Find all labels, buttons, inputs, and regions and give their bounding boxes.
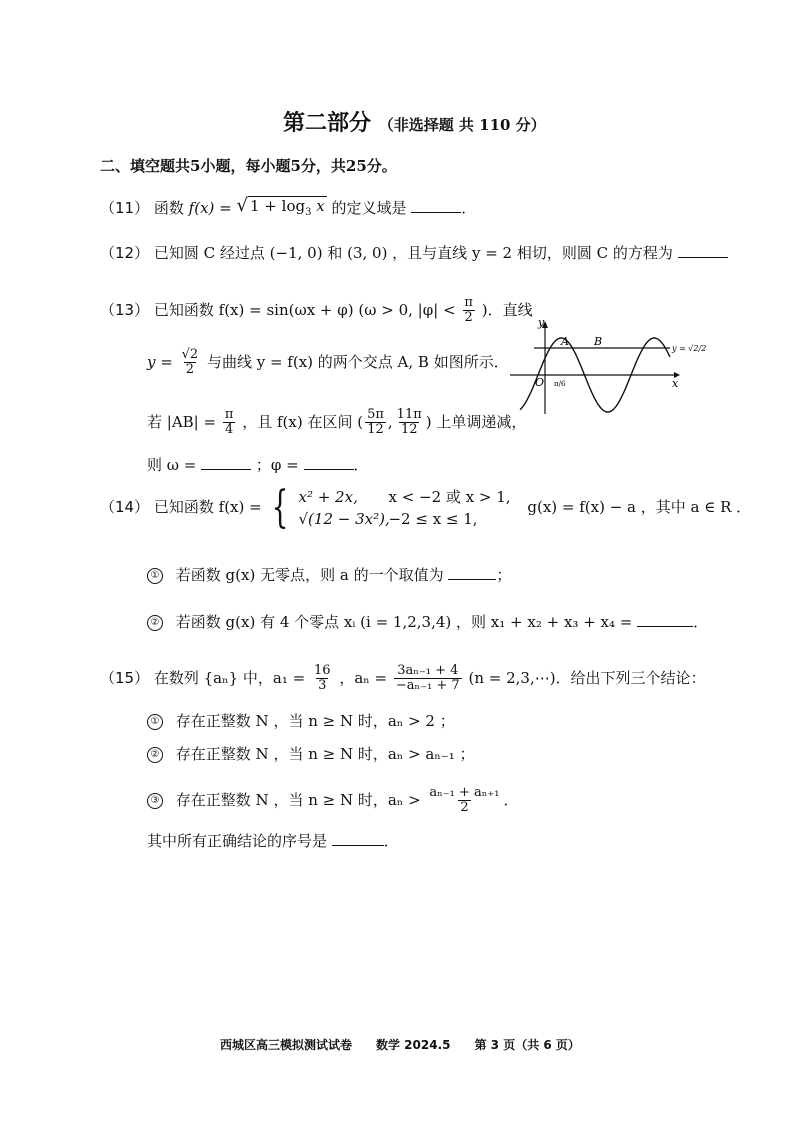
q14-case1-expr: x² + 2x,	[298, 488, 358, 506]
question-number: （15）	[100, 668, 150, 687]
q15-conclusion-text: 其中所有正确结论的序号是	[147, 832, 328, 850]
q15-text-a: 在数列 {aₙ} 中，a₁ =	[153, 668, 306, 687]
q13-sqrt2-over-2: $\frac{√2}{2}$	[181, 347, 199, 378]
q15-c3-text: 存在正整数 N ，当 n ≥ N 时，aₙ >	[175, 790, 421, 809]
question-number: （13）	[100, 300, 150, 319]
q13-11pi-over-12: $\frac{11\pi}{12}$	[396, 407, 422, 438]
circled-number: ②	[147, 747, 163, 763]
circled-number: ①	[147, 714, 163, 730]
q13-line2-b: 与曲线 y = f(x) 的两个交点 A, B 如图所示．	[206, 352, 509, 371]
q13-line4: 则 ω = ；φ = ．	[147, 456, 369, 474]
question-number: （14）	[100, 498, 150, 516]
answer-blank[interactable]	[332, 844, 384, 846]
q13-line3: 若 |AB| = $\frac{\pi}{4}$ ，且 f(x) 在区间 ( $\frac{5\pi}{12}$ , $\frac{11\pi}{12}$ ) 上单调递减，	[147, 407, 527, 438]
answer-blank[interactable]	[678, 256, 728, 258]
q14-text-a: 已知函数 f(x) =	[153, 498, 262, 516]
question-number: （12）	[100, 244, 150, 262]
q13-x-axis-label: x	[672, 377, 679, 390]
q15-c3-fraction: $\frac{\text{aₙ₋₁ + aₙ₊₁}}{2}$	[429, 785, 500, 816]
q14-case2-cond: −2 ≤ x ≤ 1,	[388, 510, 478, 528]
q13-tick-label: π/6	[554, 380, 566, 388]
q15-text-b: ，aₙ =	[339, 668, 388, 687]
q13-y-axis-label: y	[538, 316, 545, 329]
q15-conclusion-prompt: 其中所有正确结论的序号是 ．	[147, 832, 399, 850]
part-title	[283, 106, 546, 137]
part-subtitle: （非选择题 共 110 分）	[378, 116, 546, 134]
q14-sub1-text: 若函数 g(x) 无零点，则 a 的一个取值为	[175, 566, 444, 584]
answer-blank[interactable]	[411, 211, 461, 213]
q14-piecewise: { x² + 2x, x < −2 或 x > 1, √(12 − 3x²),−2 ≤ x ≤ 1,	[272, 482, 511, 533]
q13-line1-a: 已知函数 f(x) = sin(ωx + φ) (ω > 0, |φ| <	[153, 300, 456, 319]
q15-a1-fraction: $\frac{16}{3}$	[314, 663, 331, 694]
q15-conclusion-2	[147, 743, 475, 765]
question-11: （11） 函数 f(x) = √ $1 + \log_3 x$ 的定义域是 ．	[100, 196, 476, 222]
q11-radicand: 1 + log	[250, 197, 306, 215]
q14-sub1: ① 若函数 g(x) 无零点，则 a 的一个取值为 ；	[147, 564, 511, 586]
answer-blank[interactable]	[448, 578, 496, 580]
q13-5pi-over-12: $\frac{5\pi}{12}$	[367, 407, 384, 438]
q11-text-a: 函数	[153, 199, 184, 217]
section-heading: 二、填空题共5小题，每小题5分，共25分。	[100, 157, 397, 175]
q13-origin-label: O	[535, 376, 545, 389]
q13-line-label: y = √2/2	[672, 344, 707, 353]
q13-line3-c: ) 上单调递减，	[425, 412, 527, 431]
q11-log-base: 3	[305, 207, 312, 218]
q13-point-a-label: A	[561, 335, 569, 348]
q14-sub2-text: 若函数 g(x) 有 4 个零点 xᵢ (i = 1,2,3,4) ，则 x₁ + x₂ + x₃ + x₄ =	[175, 613, 633, 631]
circled-number: ①	[147, 568, 163, 584]
q11-func: f(x) =	[188, 199, 232, 217]
q13-pi-over-2: $\frac{\pi}{2}$	[464, 295, 473, 326]
q11-sqrt: √ $1 + \log_3 x$	[237, 196, 327, 222]
answer-blank-phi[interactable]	[304, 468, 354, 470]
q14-text-b: g(x) = f(x) − a ，其中 a ∈ R ．	[527, 498, 752, 516]
question-15	[100, 664, 706, 694]
answer-blank[interactable]	[637, 625, 693, 627]
q15-conclusion-1	[147, 710, 455, 732]
question-13	[100, 296, 533, 326]
q14-case2-expr: √(12 − 3x²),	[298, 510, 390, 528]
question-12	[100, 242, 728, 264]
q15-an-fraction: $\frac{\text{3aₙ₋₁ + 4}}{\text{−aₙ₋₁ + 7}}$	[395, 663, 460, 694]
part-title-text: 第二部分	[283, 110, 372, 136]
q14-sub2: ② 若函数 g(x) 有 4 个零点 xᵢ (i = 1,2,3,4) ，则 x₁ + x₂ + x₃ + x₄ = ．	[147, 611, 708, 633]
q15-c2-text: 存在正整数 N ，当 n ≥ N 时，aₙ > aₙ₋₁ ；	[175, 745, 475, 763]
q11-text-b: 的定义域是	[331, 199, 407, 217]
q15-text-c: (n = 2,3,⋯)．给出下列三个结论：	[468, 668, 706, 687]
answer-blank-omega[interactable]	[201, 468, 251, 470]
q15-c1-text: 存在正整数 N ，当 n ≥ N 时，aₙ > 2 ；	[175, 712, 455, 730]
q15-conclusion-3: ③ 存在正整数 N ，当 n ≥ N 时，aₙ > $\frac{\text{aₙ₋₁ + aₙ₊₁}}{2}$ ．	[147, 786, 519, 816]
question-number: （11）	[100, 199, 150, 217]
question-14	[100, 482, 752, 533]
q11-var: x	[316, 197, 325, 215]
q13-omega-prompt: 则 ω =	[147, 456, 197, 474]
circled-number: ②	[147, 615, 163, 631]
q13-line3-a: 若 |AB| =	[147, 412, 217, 431]
circled-number: ③	[147, 793, 163, 809]
q13-point-b-label: B	[594, 335, 603, 348]
q12-text: 已知圆 C 经过点 (−1, 0) 和 (3, 0) ，且与直线 y = 2 相切，则圆 C 的方程为	[153, 244, 673, 262]
q14-case1-cond: x < −2 或 x > 1,	[388, 488, 511, 506]
q13-sine-graph	[508, 316, 707, 416]
q13-line1-b: )．直线	[481, 300, 533, 319]
q13-line3-b: ，且 f(x) 在区间 (	[242, 412, 364, 431]
q13-phi-prompt: ；φ =	[255, 456, 299, 474]
q13-line2	[147, 348, 509, 378]
q13-y-eq: y =	[147, 352, 173, 371]
page-footer: 西城区高三模拟测试试卷 数学 2024.5 第 3 页（共 6 页）	[220, 1038, 580, 1052]
q13-pi-over-4: $\frac{\pi}{4}$	[224, 407, 234, 438]
